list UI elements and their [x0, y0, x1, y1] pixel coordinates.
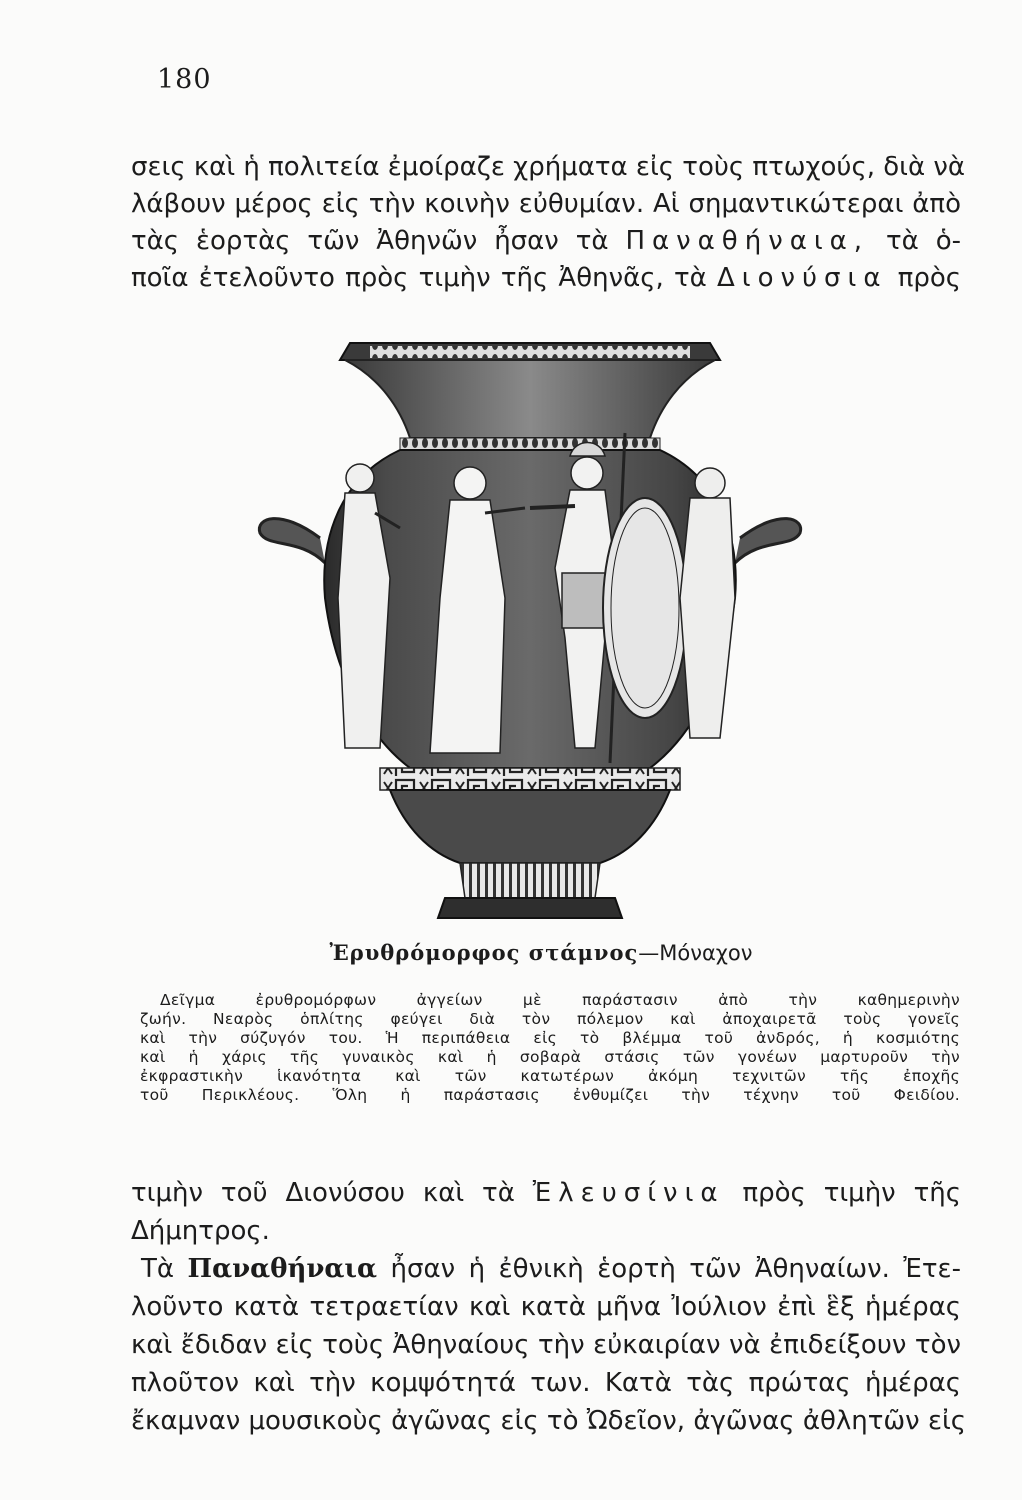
stamnos-illustration	[250, 338, 810, 928]
bold-term-panathenaia: Παναθήναια	[187, 1254, 378, 1284]
spaced-term-eleusinia: Ἐλευσίνια	[532, 1178, 725, 1208]
text-fragment: τὰ ὁ-	[885, 226, 961, 256]
text-line: Δήμητρος.	[131, 1216, 270, 1246]
figure-title-location: —Μόναχον	[638, 941, 753, 965]
text-fragment: Τὰ	[141, 1254, 175, 1284]
figure-title	[0, 940, 1022, 966]
text-line: καὶ ἔδιδαν εἰς τοὺς Ἀθηναίους τὴν εὐκαιρίαν νὰ ἐπιδείξουν τὸν	[131, 1330, 961, 1360]
text-line: ἔκαμναν μουσικοὺς ἀγῶνας εἰς τὸ Ὠδεῖον, ἀγῶνας ἀθλητῶν εἰς	[131, 1406, 967, 1436]
text-line	[131, 260, 961, 297]
text-line: πλοῦτον καὶ τὴν κομψότητά των. Κατὰ τὰς πρώτας ἡμέρας	[131, 1368, 961, 1398]
text-line: λάβουν μέρος εἰς τὴν κοινὴν εὐθυμίαν. Αἱ σημαντικώτεραι ἀπὸ	[131, 189, 961, 219]
text-fragment: πρὸς	[897, 263, 962, 293]
caption-line: ζωήν. Νεαρὸς ὁπλίτης φεύγει διὰ τὸν πόλεμον καὶ ἀποχαιρετᾶ τοὺς γονεῖς	[140, 1010, 960, 1028]
spaced-term-panathenaia: Παναθήναια,	[625, 226, 870, 256]
text-fragment: ποῖα ἐτελοῦντο πρὸς τιμὴν τῆς Ἀθηνᾶς, τὰ	[131, 263, 707, 293]
text-line	[131, 1250, 961, 1288]
text-fragment: ἦσαν ἡ ἐθνικὴ ἑορτὴ τῶν Ἀθηναίων. Ἐτε-	[390, 1254, 961, 1284]
page-number: 180	[157, 64, 212, 95]
caption-line: Δεῖγμα ἐρυθρομόρφων ἀγγείων μὲ παράστασιν ἀπὸ τὴν καθημερινὴν	[160, 991, 960, 1009]
figure-title-bold: Ἐρυθρόμορφος στάμνος	[329, 940, 639, 965]
text-fragment: τὰς ἑορτὰς τῶν Ἀθηνῶν ἦσαν τὰ	[131, 226, 609, 256]
figure-father	[680, 468, 735, 738]
text-fragment: τιμὴν τοῦ Διονύσου καὶ τὰ	[131, 1178, 515, 1208]
text-line	[131, 1174, 961, 1212]
vase-drawing	[250, 338, 810, 928]
figure-caption	[140, 991, 960, 1105]
caption-line: ἐκφραστικὴν ἱκανότητα καὶ τῶν κατωτέρων ἀκόμη τεχνιτῶν τῆς ἐποχῆς	[140, 1067, 960, 1085]
caption-line: καὶ τὴν σύζυγόν του. Ἡ περιπάθεια εἰς τὸ βλέμμα τοῦ ἀνδρός, ἡ κοσμιότης	[140, 1029, 960, 1047]
caption-line: καὶ ἡ χάρις τῆς γυναικὸς καὶ ἡ σοβαρὰ στάσις τῶν γονέων μαρτυροῦν τὴν	[140, 1048, 960, 1066]
text-line: σεις καὶ ἡ πολιτεία ἐμοίραζε χρήματα εἰς τοὺς πτωχούς, διὰ νὰ	[131, 152, 966, 182]
text-fragment: πρὸς τιμὴν τῆς	[742, 1178, 962, 1208]
top-paragraph	[131, 149, 966, 297]
text-line: λοῦντο κατὰ τετραετίαν καὶ κατὰ μῆνα Ἰούλιον ἐπὶ ἓξ ἡμέρας	[131, 1292, 961, 1322]
shield	[603, 498, 687, 718]
caption-line: τοῦ Περικλέους. Ὅλη ἡ παράστασις ἐνθυμίζει τὴν τέχνην τοῦ Φειδίου.	[140, 1086, 960, 1104]
text-line	[131, 223, 961, 260]
bottom-paragraph	[131, 1174, 967, 1440]
spaced-term-dionysia: Διονύσια	[716, 263, 888, 293]
